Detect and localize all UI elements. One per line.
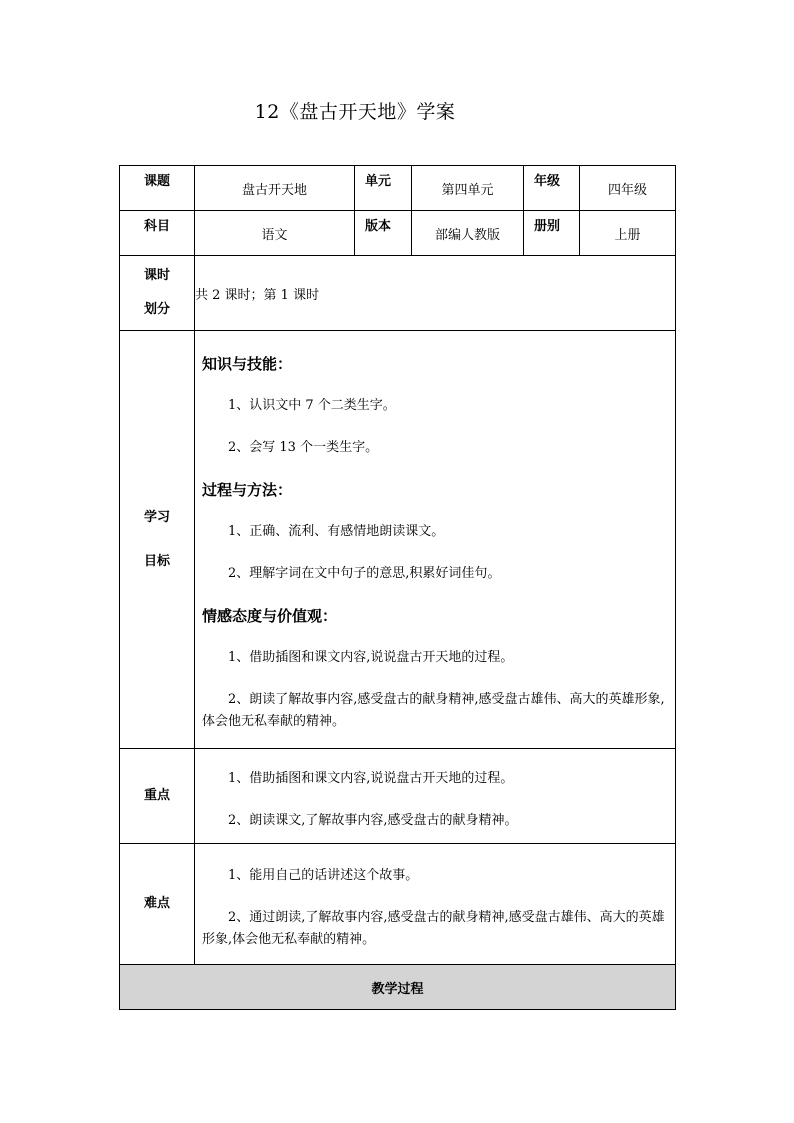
volume-value: 上册	[580, 211, 676, 256]
difficulty-1: 1、能用自己的话讲述这个故事。	[228, 868, 419, 883]
subject-label: 科目	[120, 211, 195, 256]
process-item-1: 1、正确、流利、有感情地朗读课文。	[228, 523, 445, 539]
lesson-plan-table	[119, 165, 676, 1010]
goals-label-line2: 目标	[143, 553, 170, 569]
knowledge-item-2: 2、会写 13 个一类生字。	[228, 439, 379, 455]
subject-value: 语文	[195, 211, 355, 256]
edition-value: 部编人教版	[412, 211, 524, 256]
unit-label: 单元	[355, 166, 412, 211]
key-points-label	[120, 749, 195, 844]
hours-label-line2: 划分	[143, 302, 170, 317]
key-points-label-text: 重点	[143, 788, 170, 803]
volume-label: 册别	[524, 211, 580, 256]
difficulty-2: 2、通过朗读,了解故事内容,感受盘古的献身精神,感受盘古雄伟、高大的英雄形象,体会他无私奉献的精神。	[202, 910, 665, 947]
knowledge-heading: 知识与技能：	[202, 354, 293, 373]
emotion-heading: 情感态度与价值观：	[202, 606, 338, 625]
difficulties-row	[120, 844, 676, 965]
info-row-2	[120, 211, 676, 256]
grade-label: 年级	[524, 166, 580, 211]
process-heading: 过程与方法：	[202, 480, 293, 499]
difficulties-label-text: 难点	[143, 896, 170, 911]
emotion-item-2: 2、朗读了解故事内容,感受盘古的献身精神,感受盘古雄伟、高大的英雄形象,体会他无私奉献的精神。	[202, 691, 665, 729]
goals-content	[195, 331, 676, 749]
edition-label: 版本	[355, 211, 412, 256]
document-title: 12《盘古开天地》学案	[254, 101, 456, 123]
topic-label: 课题	[120, 166, 195, 211]
goals-label	[120, 331, 195, 749]
hours-row	[120, 256, 676, 331]
emotion-item-1: 1、借助插图和课文内容,说说盘古开天地的过程。	[228, 649, 514, 665]
difficulties-label	[120, 844, 195, 965]
topic-value: 盘古开天地	[195, 166, 355, 211]
goals-label-line1: 学习	[143, 509, 170, 525]
difficulties-content	[195, 844, 676, 965]
process-item-2: 2、理解字词在文中句子的意思,积累好词佳句。	[228, 565, 501, 581]
grade-value: 四年级	[580, 166, 676, 211]
hours-label	[120, 256, 195, 331]
info-row-1	[120, 166, 676, 211]
unit-value: 第四单元	[412, 166, 524, 211]
teaching-process-row	[120, 965, 676, 1010]
teaching-process-heading: 教学过程	[120, 965, 676, 1010]
hours-label-line1: 课时	[143, 268, 170, 283]
key-point-1: 1、借助插图和课文内容,说说盘古开天地的过程。	[228, 771, 514, 786]
key-point-2: 2、朗读课文,了解故事内容,感受盘古的献身精神。	[228, 813, 518, 828]
hours-text: 共 2 课时；第 1 课时	[195, 256, 676, 331]
key-points-row	[120, 749, 676, 844]
goals-row	[120, 331, 676, 749]
knowledge-item-1: 1、认识文中 7 个二类生字。	[228, 397, 396, 413]
key-points-content	[195, 749, 676, 844]
